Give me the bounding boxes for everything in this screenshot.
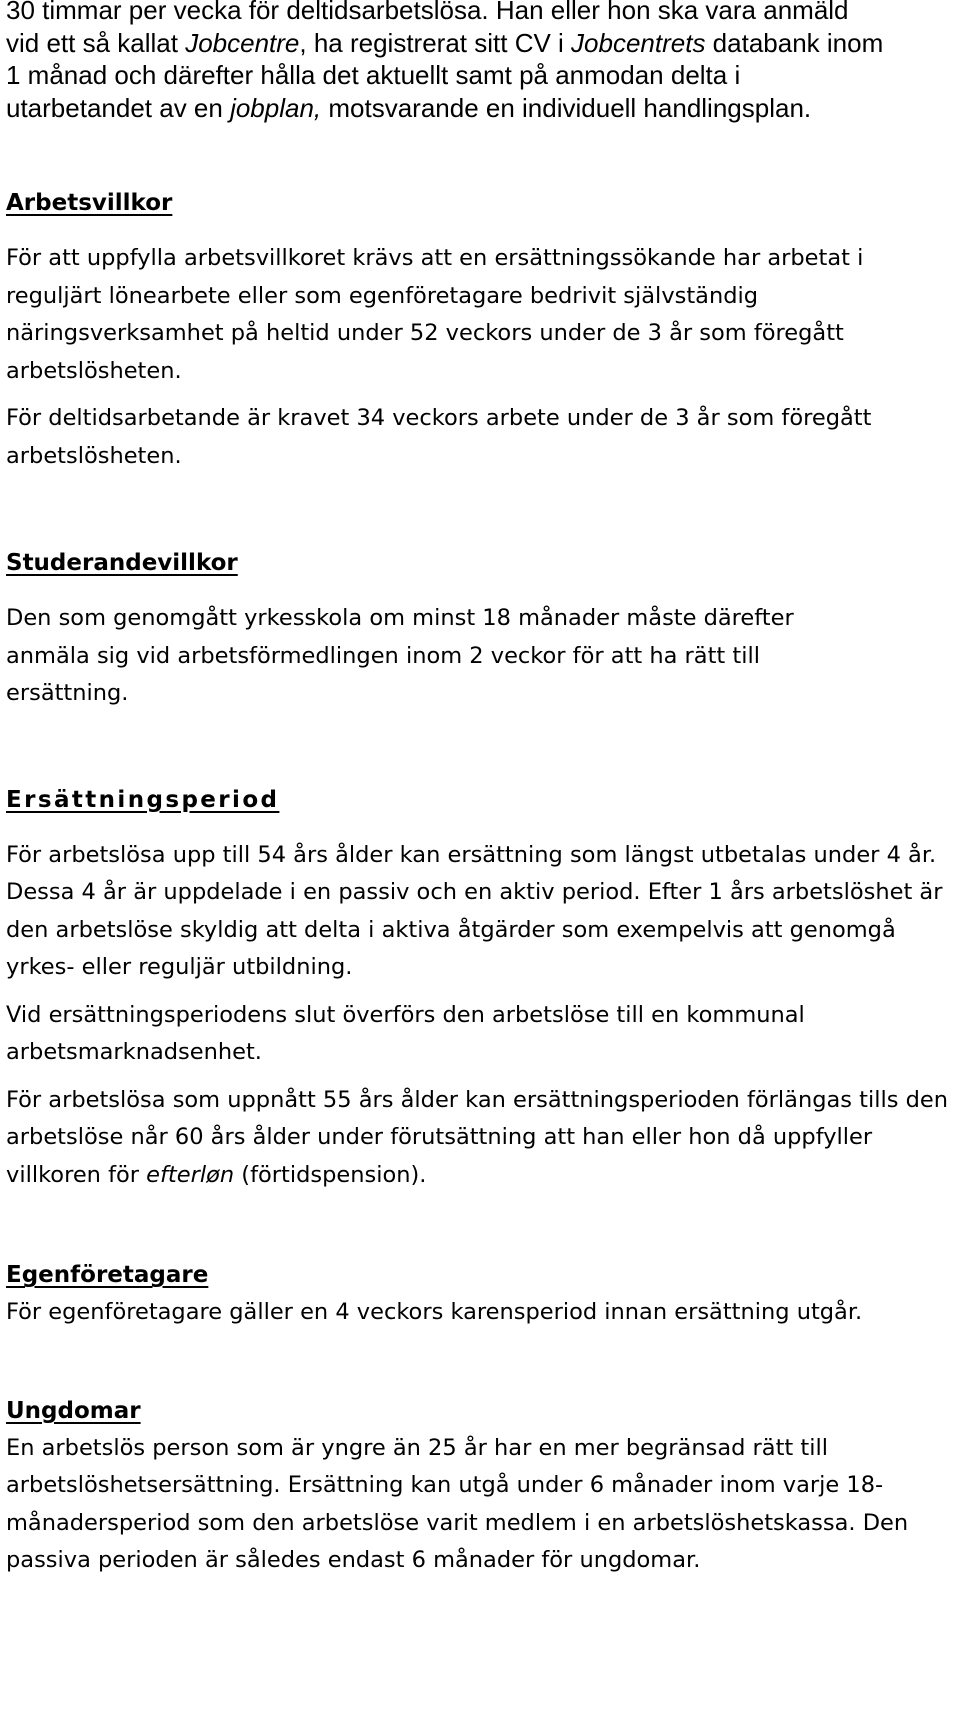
intro-jobplan: jobplan,: [230, 92, 322, 123]
ersattningsperiod-paragraph-3: [6, 1082, 951, 1195]
ersattningsperiod-p3-end: (förtidspension).: [234, 1161, 427, 1188]
intro-line-1: 30 timmar per vecka för deltidsarbetslösa. Han eller hon ska vara anmäld: [6, 0, 849, 25]
intro-line-2e: databank inom: [705, 27, 884, 58]
heading-ungdomar: Ungdomar: [6, 1397, 141, 1424]
section-studerandevillkor: [6, 548, 956, 713]
ersattningsperiod-efterlon: efterløn: [146, 1161, 235, 1188]
ersattningsperiod-p3-text: För arbetslösa som uppnått 55 års ålder kan ersättningsperioden förlängas tills den arbetslöse når 60 års ålder under förutsättning att han eller hon då uppfyller villkoren för: [6, 1086, 948, 1188]
heading-arbetsvillkor: Arbetsvillkor: [6, 190, 173, 217]
heading-studerandevillkor: Studerandevillkor: [6, 550, 238, 577]
ungdomar-paragraph-1: En arbetslös person som är yngre än 25 år har en mer begränsad rätt till arbetslöshetsersättning. Ersättning kan utgå under 6 månader inom varje 18-månadersperiod som den arbetslöse varit medlem i en arbetslöshetskassa. Den passiva perioden är således endast 6 månader för ungdomar.: [6, 1434, 909, 1574]
egenforetagare-paragraph-1: För egenföretagare gäller en 4 veckors karensperiod innan ersättning utgår.: [6, 1299, 863, 1326]
intro-line-4a: utarbetandet av en: [6, 92, 231, 123]
section-ungdomar: [6, 1396, 956, 1580]
intro-jobcentre: Jobcentre: [185, 27, 300, 58]
heading-ersattningsperiod: Ersättningsperiod: [6, 786, 280, 813]
intro-line-2a: vid ett så kallat: [6, 27, 186, 58]
section-ersattningsperiod: [6, 785, 956, 1195]
section-egenforetagare: [6, 1260, 956, 1332]
arbetsvillkor-paragraph-2: För deltidsarbetande är kravet 34 veckors arbete under de 3 år som föregått arbetslösheten.: [6, 405, 872, 469]
intro-line-2c: , ha registrerat sitt CV i: [299, 27, 572, 58]
ersattningsperiod-paragraph-2: Vid ersättningsperiodens slut överförs den arbetslöse till en kommunal arbetsmarknadsenhet.: [6, 1001, 805, 1066]
document-page: [6, 0, 956, 1580]
studerandevillkor-paragraph-1: Den som genomgått yrkesskola om minst 18 månader måste därefter anmäla sig vid arbetsförmedlingen inom 2 veckor för att ha rätt till ersättning.: [6, 605, 794, 707]
section-arbetsvillkor: [6, 188, 956, 475]
heading-egenforetagare: Egenföretagare: [6, 1262, 209, 1289]
arbetsvillkor-paragraph-1: För att uppfylla arbetsvillkoret krävs att en ersättningssökande har arbetat i reguljärt lönearbete eller som egenföretagare bedrivit självständig näringsverksamhet på heltid under 52 veckors under de 3 år som föregått arbetslösheten.: [6, 245, 864, 384]
intro-jobcentrets: Jobcentrets: [571, 27, 706, 58]
intro-line-4c: motsvarande en individuell handlingsplan.: [321, 92, 812, 123]
intro-line-3: 1 månad och därefter hålla det aktuellt samt på anmodan delta i: [6, 60, 741, 91]
intro-paragraph: [6, 0, 956, 124]
ersattningsperiod-paragraph-1: För arbetslösa upp till 54 års ålder kan ersättning som längst utbetalas under 4 år. Dessa 4 år är uppdelade i en passiv och en aktiv period. Efter 1 års arbetslöshet är den arbetslöse skyldig att delta i aktiva åtgärder som exempelvis att genomgå yrkes- eller reguljär utbildning.: [6, 841, 943, 981]
